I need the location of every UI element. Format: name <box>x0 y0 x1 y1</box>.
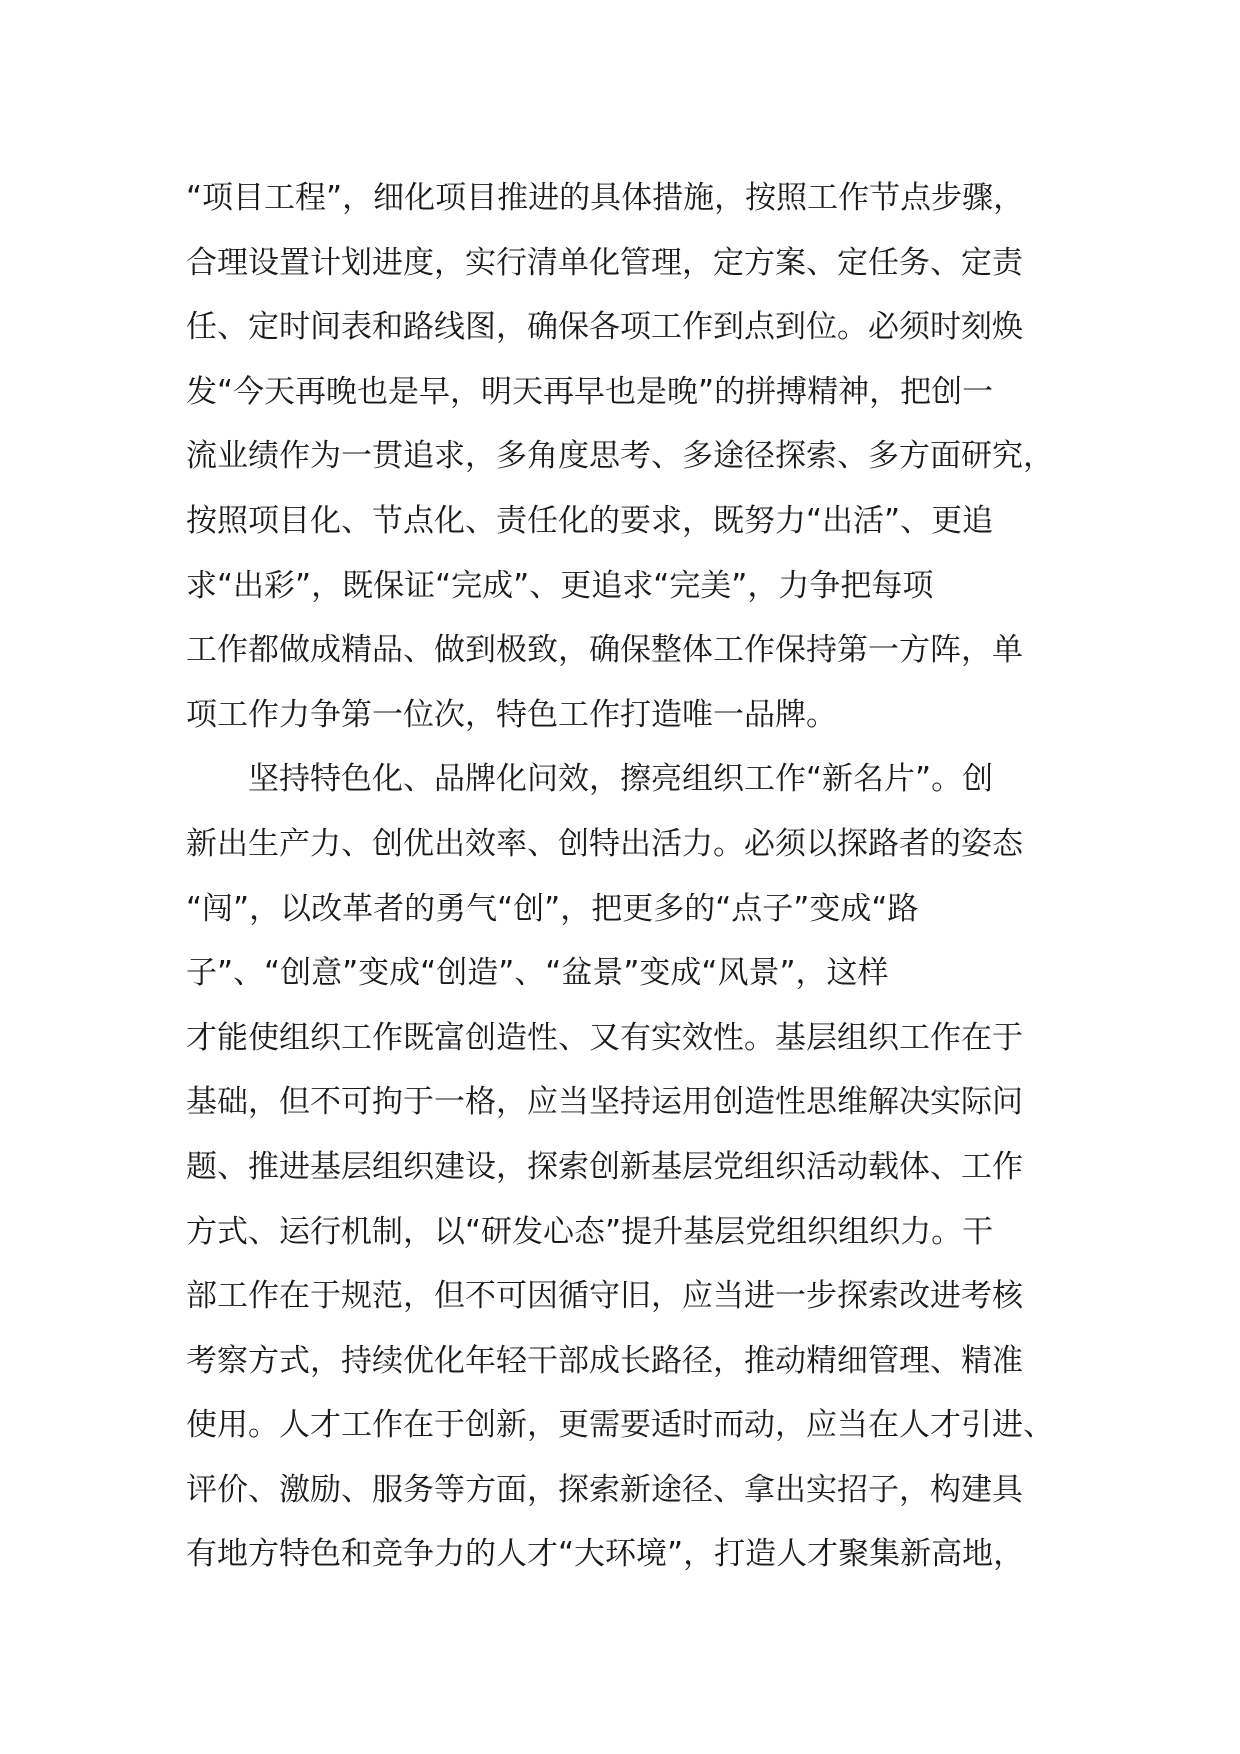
text-line: 项工作力争第一位次，特色工作打造唯一品牌。 <box>186 696 837 733</box>
text-line: 任、定时间表和路线图，确保各项工作到点到位。必须时刻焕 <box>186 309 1023 346</box>
text-line: 子”、“创意”变成“创造”、“盆景”变成“风景”，这样 <box>186 955 889 992</box>
text-line: “闯”，以改革者的勇气“创”，把更多的“点子”变成“路 <box>186 890 919 927</box>
text-line: 使用。人才工作在于创新，更需要适时而动，应当在人才引进、 <box>186 1407 1054 1444</box>
text-line: “项目工程”，细化项目推进的具体措施，按照工作节点步骤， <box>186 180 1025 216</box>
text-line: 合理设置计划进度，实行清单化管理，定方案、定任务、定责 <box>186 244 1023 281</box>
text-line: 有地方特色和竞争力的人才“大环境”，打造人才聚集新高地， <box>186 1536 1025 1573</box>
text-line: 才能使组织工作既富创造性、又有实效性。基层组织工作在于 <box>186 1019 1023 1056</box>
text-line: 工作都做成精品、做到极致，确保整体工作保持第一方阵，单 <box>186 632 1023 669</box>
text-line: 新出生产力、创优出效率、创特出活力。必须以探路者的姿态 <box>186 825 1023 862</box>
text-line: 发“今天再晚也是早，明天再早也是晚”的拼搏精神，把创一 <box>186 373 994 410</box>
paragraph-2 <box>186 747 1086 1587</box>
paragraph-1 <box>186 166 1086 747</box>
document-body <box>186 166 1086 1587</box>
text-line: 基础，但不可拘于一格，应当坚持运用创造性思维解决实际问 <box>186 1084 1023 1121</box>
text-line: 题、推进基层组织建设，探索创新基层党组织活动载体、工作 <box>186 1148 1023 1185</box>
text-line: 求“出彩”，既保证“完成”、更追求“完美”，力争把每项 <box>186 567 934 604</box>
text-line: 流业绩作为一贯追求，多角度思考、多途径探索、多方面研究， <box>186 438 1054 475</box>
text-line: 按照项目化、节点化、责任化的要求，既努力“出活”、更追 <box>186 502 994 539</box>
text-line: 方式、运行机制，以“研发心态”提升基层党组织组织力。干 <box>186 1213 994 1250</box>
text-line: 部工作在于规范，但不可因循守旧，应当进一步探索改进考核 <box>186 1278 1023 1315</box>
text-line: 坚持特色化、品牌化问效，擦亮组织工作“新名片”。创 <box>248 761 994 798</box>
text-line: 评价、激励、服务等方面，探索新途径、拿出实招子，构建具 <box>186 1471 1023 1508</box>
text-line: 考察方式，持续优化年轻干部成长路径，推动精细管理、精准 <box>186 1342 1023 1379</box>
